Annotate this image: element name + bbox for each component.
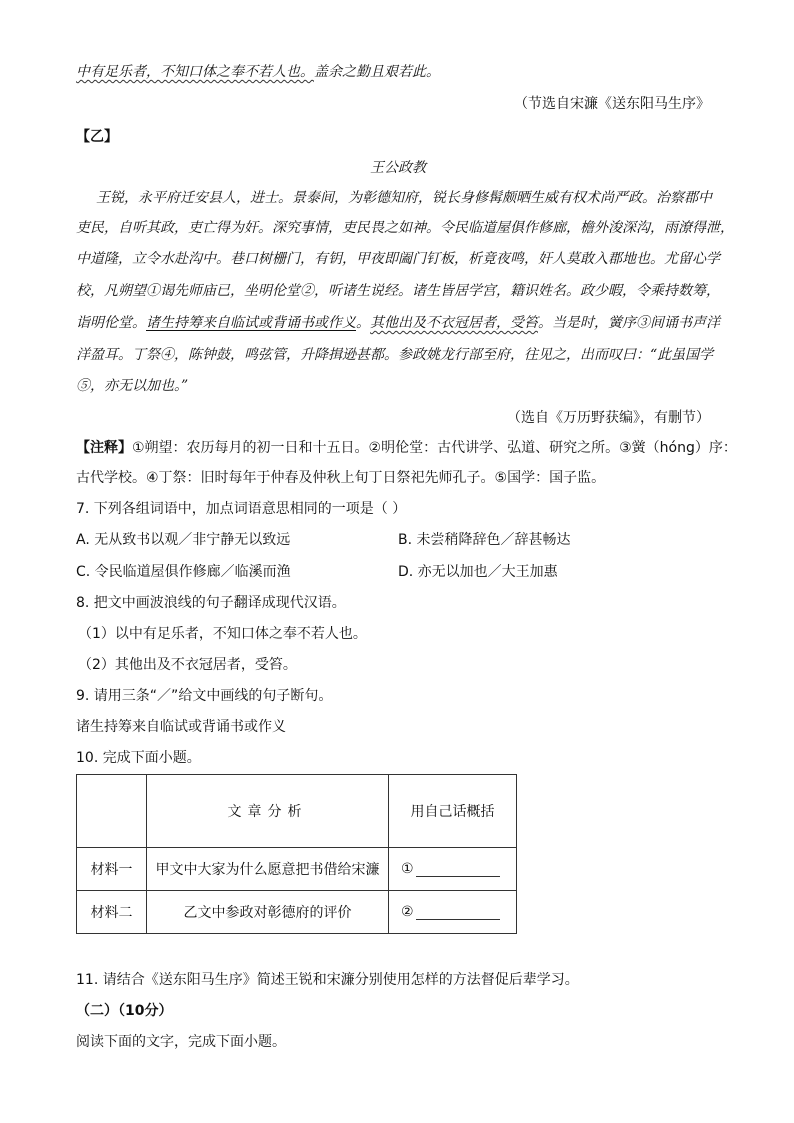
passage-b-line-1: 王锐，永平府迁安县人，进士。景泰间，为彰德知府，锐长身修髯颇晒生威有权术尚严政。治察郡中 — [96, 190, 712, 206]
notes-text: ①朔望：农历每月的初一日和十五日。②明伦堂：古代讲学、弘道、研究之所。③黉（hóng）序： — [132, 440, 737, 456]
notes-line-2: 古代学校。④丁祭：旧时每年于仲春及仲秋上旬丁日祭祀先师孔子。⑤国学：国子监。 — [76, 470, 606, 486]
header-text: 文章分析 — [227, 804, 308, 820]
answer-marker: ① — [401, 861, 414, 877]
row-label: 材料二 — [77, 891, 147, 934]
underlined-sentence: 诸生持筹来自临试或背诵书或作义 — [146, 315, 356, 331]
passage-b-line-7: ⑤，亦无以加也。” — [76, 378, 189, 394]
passage-b-line-2: 吏民，自听其政，吏亡得为奸。深究事情，吏民畏之如神。令民临道屋俱作修廊，檐外浚深沟，雨潦得泄， — [76, 220, 734, 236]
row-label: 材料一 — [77, 848, 147, 891]
passage-b-text: 。 — [356, 315, 370, 331]
answer-blank[interactable] — [416, 862, 500, 877]
answer-marker: ② — [401, 904, 414, 920]
passage-b-title: 王公政教 — [370, 160, 426, 176]
wavy-underlined-sentence: 中有足乐者，不知口体之奉不若人也。 — [76, 64, 314, 80]
q9-sentence: 诸生持筹来自临试或背诵书或作义 — [76, 719, 286, 735]
section-2-heading: （二）（10分） — [76, 1003, 173, 1019]
q9-stem: 9. 请用三条“／”给文中画线的句子断句。 — [76, 688, 333, 704]
q8-sentence-1: （1）以中有足乐者，不知口体之奉不若人也。 — [78, 626, 367, 642]
passage-b-label: 【乙】 — [76, 129, 118, 145]
passage-a-text: 盖余之勤且艰若此。 — [314, 64, 440, 80]
q7-option-d: D. 亦无以加也／大王加惠 — [398, 564, 558, 580]
table-header-analysis — [147, 775, 389, 848]
q11-stem: 11. 请结合《送东阳马生序》简述王锐和宋濂分别使用怎样的方法督促后辈学习。 — [76, 972, 579, 988]
section-2-instruction: 阅读下面的文字，完成下面小题。 — [76, 1034, 286, 1050]
table-corner-cell — [77, 775, 147, 848]
passage-a-line — [76, 62, 440, 82]
wavy-underlined-sentence: 其他出及不衣冠居者，受笞 — [370, 315, 538, 331]
q7-option-c: C. 令民临道屋俱作修廊／临溪而渔 — [76, 564, 291, 580]
row-analysis: 乙文中参政对彰德府的评价 — [147, 891, 389, 934]
q7-option-a: A. 无从致书以观／非宁静无以致远 — [76, 532, 291, 548]
notes-label: 【注释】 — [76, 440, 132, 456]
table-header-summary: 用自己话概括 — [389, 775, 517, 848]
passage-b-line-6: 洋盈耳。丁祭④，陈钟鼓，鸣弦管，升降揖逊甚都。参政姚龙行部至府，往见之，出而叹曰：“此虽国学 — [76, 347, 714, 363]
passage-b-line-4: 校，凡朔望①谒先师庙已，坐明伦堂②，听诸生说经。诸生皆居学宫，籍识姓名。政少暇，令乘持数筹， — [76, 283, 720, 299]
passage-b-source: （选自《万历野获编》，有删节） — [507, 410, 710, 426]
row-analysis: 甲文中大家为什么愿意把书借给宋濂 — [147, 848, 389, 891]
q8-stem: 8. 把文中画波浪线的句子翻译成现代汉语。 — [76, 595, 346, 611]
table-row — [77, 891, 517, 934]
q8-sentence-2: （2）其他出及不衣冠居者，受笞。 — [78, 657, 297, 673]
passage-b-line-3: 中道隆，立令水赴沟中。巷口树栅门，有钥，甲夜即阖门钉板，析竟夜鸣，奸人莫敢入郡地也。尤留心学 — [76, 251, 720, 267]
analysis-table — [76, 774, 517, 934]
table-row — [77, 848, 517, 891]
table-header-row — [77, 775, 517, 848]
answer-blank[interactable] — [416, 905, 500, 920]
passage-b-text: 。当是时，黉序③间诵书声洋 — [538, 315, 720, 331]
answer-cell[interactable] — [389, 891, 517, 934]
passage-a-source: （节选自宋濂《送东阳马生序》 — [514, 96, 710, 112]
answer-cell[interactable] — [389, 848, 517, 891]
q7-stem: 7. 下列各组词语中，加点词语意思相同的一项是（ ） — [76, 501, 407, 517]
q10-stem: 10. 完成下面小题。 — [76, 750, 201, 766]
passage-b-text: 诣明伦堂。 — [76, 315, 146, 331]
passage-b-line-5 — [76, 313, 720, 333]
notes-line-1 — [76, 438, 737, 458]
q7-option-b: B. 未尝稍降辞色／辞甚畅达 — [398, 532, 571, 548]
